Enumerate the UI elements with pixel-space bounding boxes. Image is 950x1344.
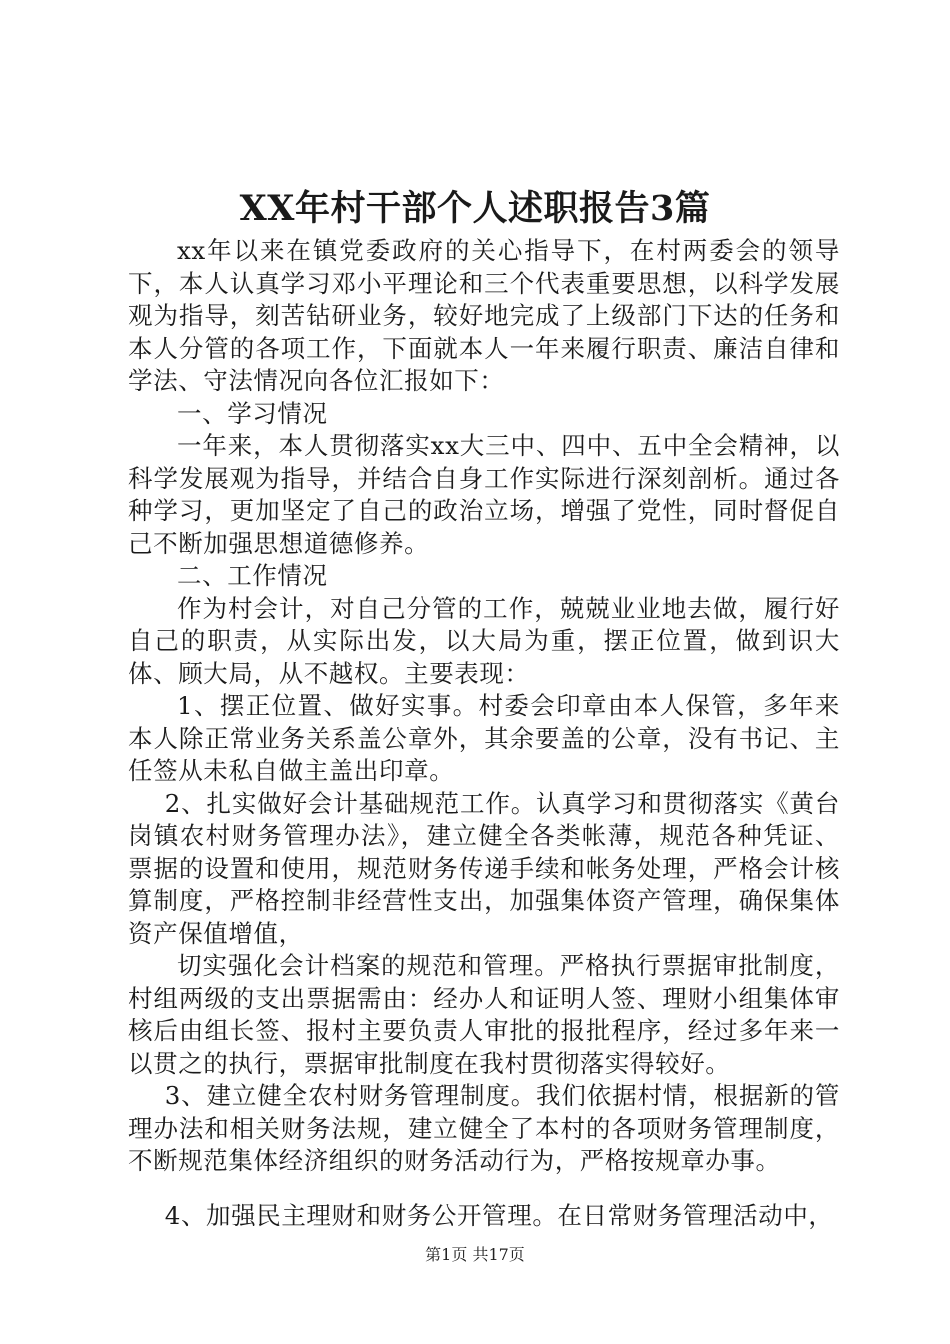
section-heading-work: 二、工作情况 <box>177 561 328 590</box>
paragraph-archive: 切实强化会计档案的规范和管理。严格执行票据审批制度，村组两级的支出票据需由：经办人和证明人签、理财小组集体审核后由组长签、报村主要负责人审批的报批程序，经过多年来一以贯之的执行，票据审批制度在我村贯彻落实得较好。 <box>128 951 840 1078</box>
list-item-3: 3、建立健全农村财务管理制度。我们依据村情，根据新的管理办法和相关财务法规，建立健全了本村的各项财务管理制度，不断规范集体经济组织的财务活动行为，严格按规章办事。 <box>128 1081 840 1175</box>
document-title: XX年村干部个人述职报告3篇 <box>239 188 711 229</box>
section-heading-study: 一、学习情况 <box>177 398 328 428</box>
page-footer: 第1页 共17页 <box>425 1245 525 1264</box>
paragraph-study: 一年来，本人贯彻落实xx大三中、四中、五中全会精神，以科学发展观为指导，并结合自身工作实际进行深刻剖析。通过各种学习，更加坚定了自己的政治立场，增强了党性，同时督促自己不断加强思想道德修养。 <box>128 431 840 558</box>
list-item-1: 1、摆正位置、做好实事。村委会印章由本人保管，多年来本人除正常业务关系盖公章外，其余要盖的公章，没有书记、主任签从未私自做主盖出印章。 <box>128 691 840 785</box>
paragraph-work: 作为村会计，对自己分管的工作，兢兢业业地去做，履行好自己的职责，从实际出发，以大局为重，摆正位置，做到识大体、顾大局，从不越权。主要表现： <box>128 593 840 688</box>
list-item-2: 2、扎实做好会计基础规范工作。认真学习和贯彻落实《黄台岗镇农村财务管理办法》，建立健全各类帐薄，规范各种凭证、票据的设置和使用，规范财务传递手续和帐务处理，严格会计核算制度，严格控制非经营性支出，加强集体资产管理，确保集体资产保值增值， <box>128 788 840 948</box>
list-item-4: 4、加强民主理财和财务公开管理。在日常财务管理活动中， <box>164 1200 834 1230</box>
paragraph-intro: xx年以来在镇党委政府的关心指导下，在村两委会的领导下，本人认真学习邓小平理论和三个代表重要思想，以科学发展观为指导，刻苦钻研业务，较好地完成了上级部门下达的任务和本人分管的各项工作，下面就本人一年来履行职责、廉洁自律和学法、守法情况向各位汇报如下： <box>128 236 840 395</box>
document-body <box>128 235 840 1232</box>
